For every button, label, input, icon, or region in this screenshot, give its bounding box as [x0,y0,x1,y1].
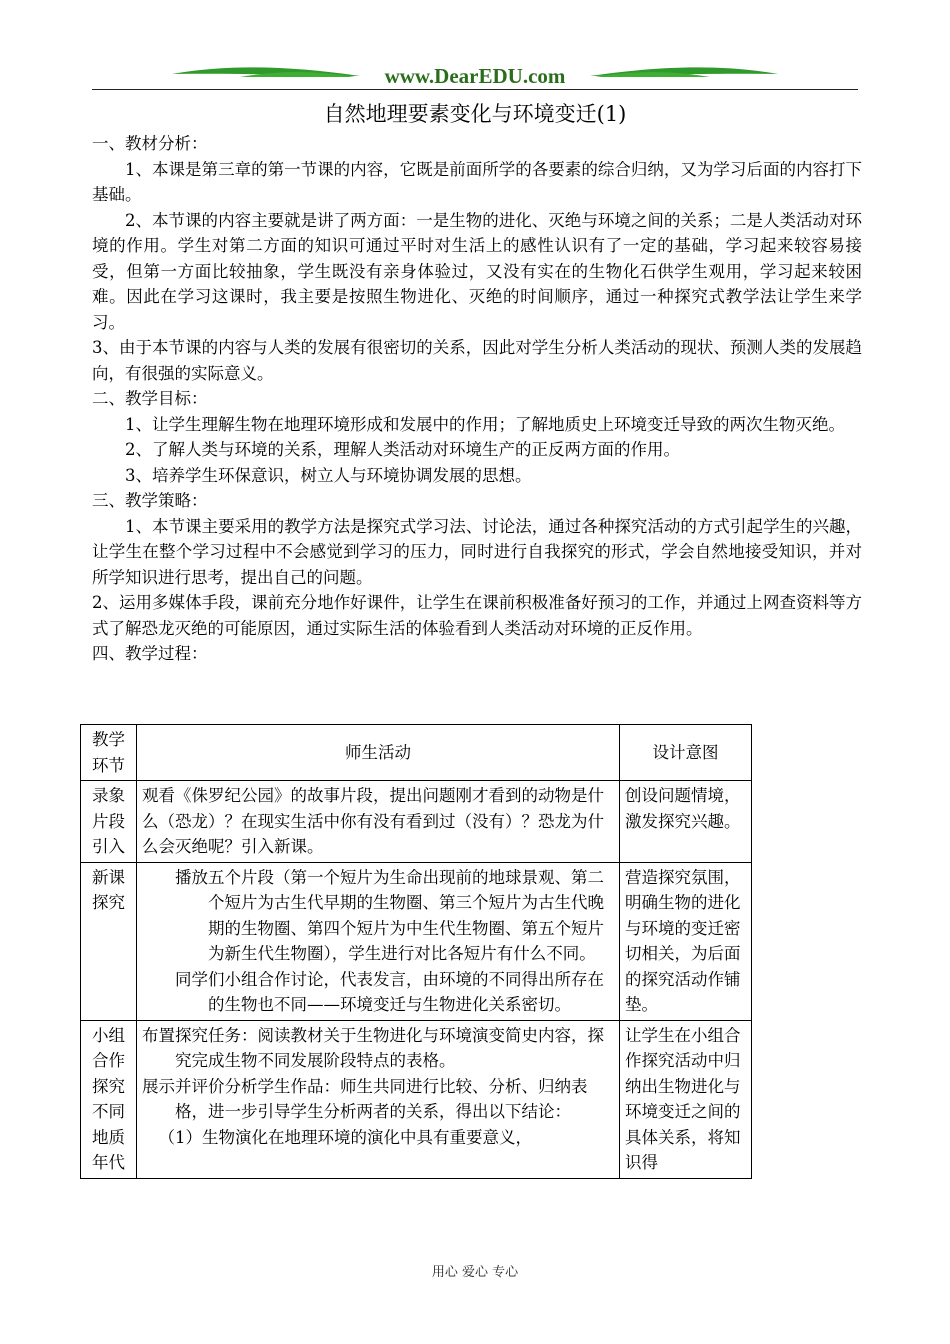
activity-text: 观看《侏罗纪公园》的故事片段，提出问题刚才看到的动物是什么（恐龙）？在现实生活中你有没有看到过（没有）？恐龙为什么会灭绝呢？引入新课。 [142,786,604,856]
activity-cell [137,1020,620,1178]
paragraph: 1、本节课主要采用的教学方法是探究式学习法、讨论法，通过各种探究活动的方式引起学生的兴趣，让学生在整个学习过程中不会感觉到学习的压力，同时进行自我探究的形式，学会自然地接受知识，并对所学知识进行思考，提出自己的问题。 [92,516,862,587]
table-row [81,781,752,863]
activity-text: 同学们小组合作讨论，代表发言，由环境的不同得出所存在的生物也不同——环境变迁与生物进化关系密切。 [175,969,604,1014]
section-heading: 二、教学目标： [92,389,208,408]
activity-text: 布置探究任务：阅读教材关于生物进化与环境演变简史内容，探究完成生物不同发展阶段特点的表格。 [142,1025,604,1070]
table-header-row [81,725,752,781]
intent-cell: 营造探究氛围，明确生物的进化与环境的变迁密切相关，为后面的探究活动作铺垫。 [620,862,752,1020]
paragraph: 2、运用多媒体手段，课前充分地作好课件，让学生在课前积极准备好预习的工作，并通过上网查资料等方式了解恐龙灭绝的可能原因，通过实际生活的体验看到人类活动对环境的正反作用。 [92,593,862,638]
site-logo [170,56,780,96]
document-title: 自然地理要素变化与环境变迁(1) [323,102,627,126]
header-rule [92,89,858,90]
table-row [81,1020,752,1178]
section-heading: 三、教学策略： [92,491,208,510]
stage-cell: 小组合作探究不同地质年代 [81,1020,137,1178]
paragraph: 1、本课是第三章的第一节课的内容，它既是前面所学的各要素的综合归纳，又为学习后面的内容打下基础。 [92,159,862,204]
activity-cell [137,862,620,1020]
document-body [92,131,862,667]
paragraph: 3、由于本节课的内容与人类的发展有很密切的关系，因此对学生分析人类活动的现状、预测人类的发展趋向，有很强的实际意义。 [92,338,862,383]
paragraph: 1、让学生理解生物在地理环境形成和发展中的作用；了解地质史上环境变迁导致的两次生物灭绝。 [125,414,845,434]
activity-text: 播放五个片段（第一个短片为生命出现前的地球景观、第二个短片为古生代早期的生物圈、第三个短片为古生代晚期的生物圈、第四个短片为中生代生物圈、第五个短片为新生代生物圈），学生进行对比各短片有什么不同。 [175,867,604,963]
section-heading: 四、教学过程： [92,644,208,663]
teaching-process-table [80,724,752,1179]
paragraph: 2、了解人类与环境的关系，理解人类活动对环境生产的正反两方面的作用。 [125,440,680,459]
activity-text: （1）生物演化在地理环境的演化中具有重要意义， [158,1127,532,1147]
stage-cell: 新课探究 [81,862,137,1020]
paragraph: 2、本节课的内容主要就是讲了两方面：一是生物的进化、灭绝与环境之间的关系；二是人类活动对环境的作用。学生对第二方面的知识可通过平时对生活上的感性认识有了一定的基础，学习起来较容易接受，但第一方面比较抽象，学生既没有亲身体验过，又没有实在的生物化石供学生观用，学习起来较困难。因此在学习这课时，我主要是按照生物进化、灭绝的时间顺序，通过一种探究式教学法让学生来学习。 [92,210,862,332]
page-footer: 用心 爱心 专心 [431,1265,519,1280]
column-header-intent: 设计意图 [620,725,752,781]
intent-cell: 创设问题情境，激发探究兴趣。 [620,781,752,863]
logo-text: www.DearEDU.com [384,64,566,88]
activity-text: 展示并评价分析学生作品：师生共同进行比较、分析、归纳表格，进一步引导学生分析两者的关系，得出以下结论： [142,1076,588,1121]
column-header-stage: 教学环节 [81,725,137,781]
column-header-activity: 师生活动 [137,725,620,781]
paragraph: 3、培养学生环保意识，树立人与环境协调发展的思想。 [125,465,532,485]
activity-cell [137,781,620,863]
stage-cell: 录象片段引入 [81,781,137,863]
section-heading: 一、教材分析： [92,134,208,153]
table-row [81,862,752,1020]
intent-cell: 让学生在小组合作探究活动中归纳出生物进化与环境变迁之间的具体关系，将知识得 [620,1020,752,1178]
